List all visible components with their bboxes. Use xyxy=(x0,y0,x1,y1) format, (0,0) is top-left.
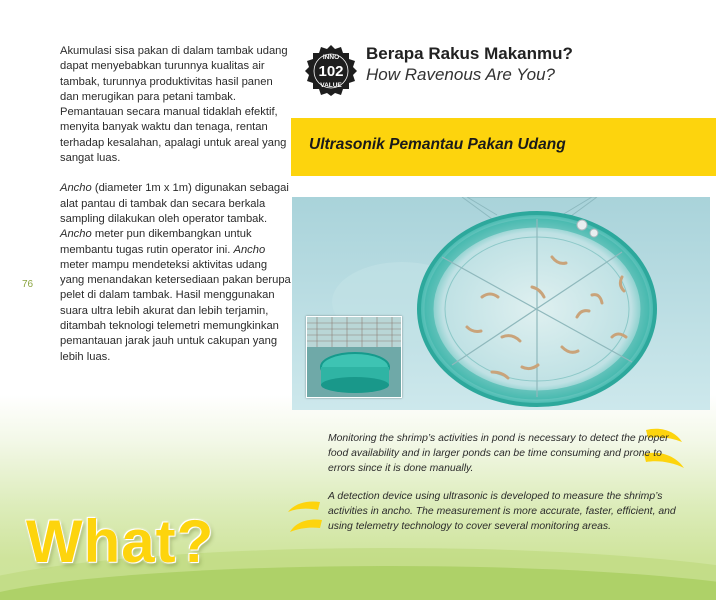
body-paragraph: Akumulasi sisa pakan di dalam tambak udang dapat menyebabkan turunnya kualitas air tambak, turunnya produktivitas hasil panen dan merugikan para petani tambak. Pemantauan secara manual tidaklah efektif, menyita banyak waktu dan tenaga, rentan terhadap kesalahan, apalagi untuk areal yang sangat luas. xyxy=(60,45,288,165)
body-paragraph xyxy=(60,181,292,365)
ancho-term: Ancho xyxy=(60,228,92,241)
header-title-english: How Ravenous Are You? xyxy=(366,65,556,84)
inset-net-photo xyxy=(306,316,402,398)
page-number: 76 xyxy=(22,279,34,290)
badge-line1: INNO xyxy=(322,54,340,61)
english-paragraph: A detection device using ultrasonic is developed to measure the shrimp’s activities in ancho. The measurement is more accurate, faster, efficient, and using telemetry technology to cover several monitoring areas. xyxy=(328,491,676,532)
body-text-indonesian xyxy=(60,44,292,380)
ancho-term: Ancho xyxy=(233,243,266,256)
text-run: meter pun dikembangkan untuk membantu tugas rutin operator ini. xyxy=(60,228,252,256)
ancho-term: Ancho xyxy=(60,182,92,195)
header-title-indonesian: Berapa Rakus Makanmu? xyxy=(366,44,573,63)
badge-number: 102 xyxy=(318,63,344,80)
badge-line2: VALUE xyxy=(320,82,342,89)
question-mark: ? xyxy=(176,508,215,575)
what-heading xyxy=(26,507,214,576)
english-paragraph: Monitoring the shrimp’s activities in pond is necessary to detect the proper food availability and in larger ponds can be time consuming and prone to errors since it is done manually. xyxy=(328,433,669,474)
body-text-english xyxy=(328,431,680,547)
what-word: What xyxy=(26,508,177,575)
text-run: (diameter 1m x 1m) digunakan sebagai alat pantau di tambak dan secara berkala sampling dilakukan oleh operator tambak. xyxy=(60,182,289,225)
section-title: Ultrasonik Pemantau Pakan Udang xyxy=(309,136,566,153)
opening-quote-icon xyxy=(286,498,324,536)
text-run: meter mampu mendeteksi aktivitas udang yang menandakan ketersediaan pakan berupa pelet di dalam tambak. Hasil menggunakan suara ultra lebih akurat dan lebih terjamin, ditambah teknologi telemetri memungkinkan pemantauan jarak jauh untuk cakupan yang lebih luas. xyxy=(60,258,291,363)
inno-value-badge xyxy=(305,44,357,96)
